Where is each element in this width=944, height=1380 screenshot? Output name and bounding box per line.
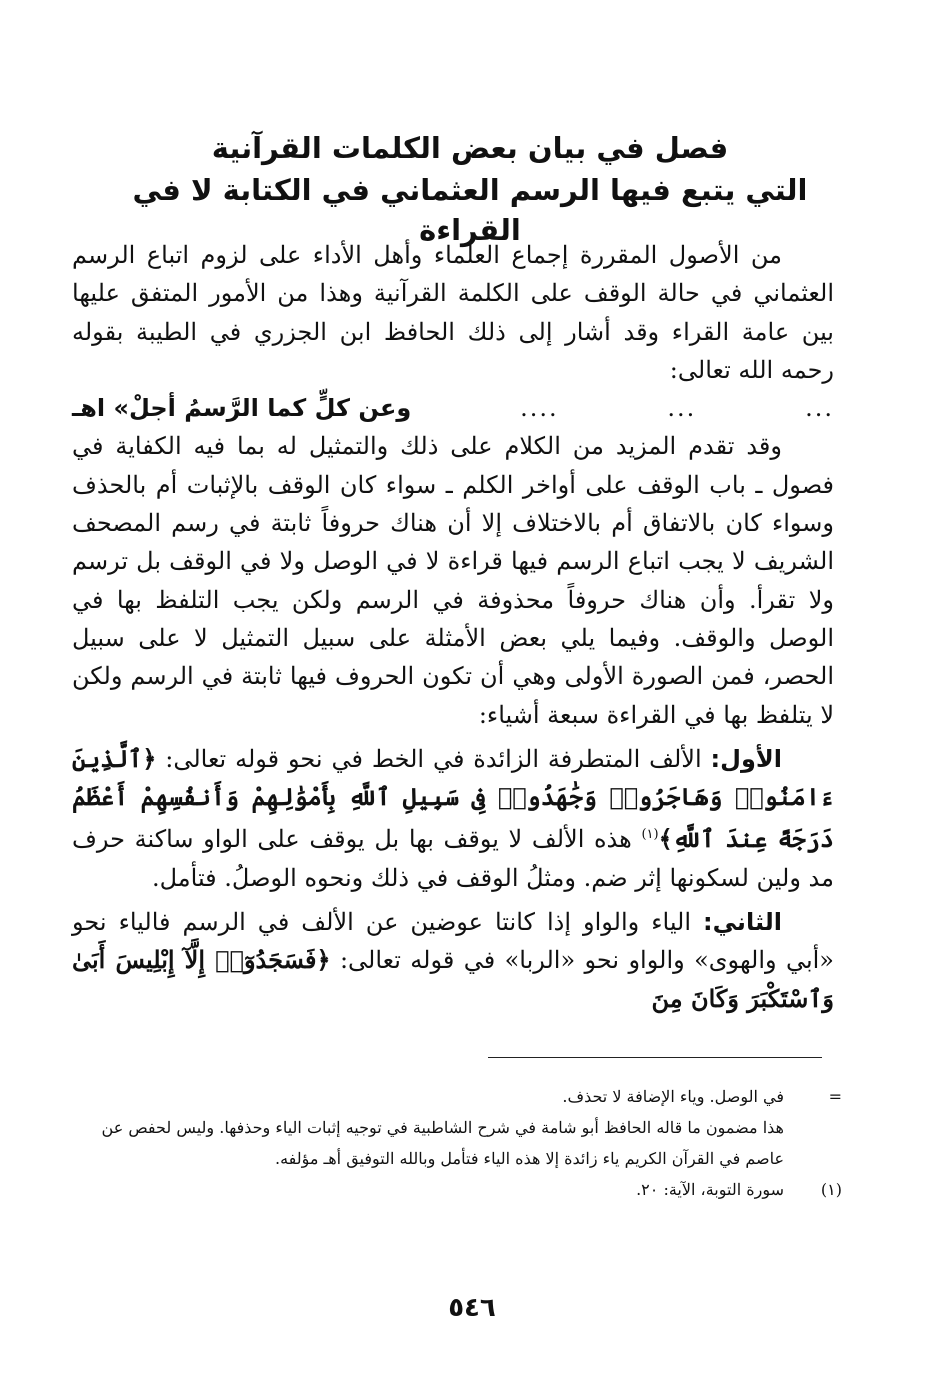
second-item-label: الثاني: — [703, 908, 782, 937]
second-item-quran: ﴿فَسَجَدُوٓا۟ إِلَّآ إِبْلِيسَ أَبَىٰ وَٱسْتَكْبَرَ وَكَانَ مِنَ — [72, 945, 834, 1013]
footnote-continuation-line-1: في الوصل. وياء الإضافة لا تحذف. — [562, 1087, 784, 1106]
chapter-title-line-2: التي يتبع فيها الرسم العثماني في الكتابة لا في القراءة — [132, 173, 808, 247]
first-item-quran: ﴿ٱلَّذِينَ ءَامَنُوا۟ وَهَاجَرُوا۟ وَجَٰهَدُوا۟ فِى سَبِيلِ ٱللَّهِ بِأَمْوَٰلِهِمْ وَأَنفُسِهِمْ أَعْظَمُ دَرَجَةً عِندَ ٱللَّهِ﴾ — [72, 743, 834, 854]
verse-dots-right: ... — [805, 394, 834, 423]
verse-dots-middle-2: .... — [520, 394, 559, 423]
footnotes — [100, 1081, 842, 1205]
intro-paragraph: من الأصول المقررة إجماع العلماء وأهل الأداء على لزوم اتباع الرسم العثماني في حالة الوقف على الكلمة القرآنية وهذا من الأمور المتفق عليها بين عامة القراء وقد أشار إلى ذلك الحافظ ابن الجزري في الطيبة بقوله رحمه الله تعالى: — [72, 241, 834, 384]
first-item-text-b: هذه الألف لا يوقف بها بل يوقف على الواو ساكنة حرف مد ولين لسكونها إثر ضم. ومثلُ الوقف في ذلك ونحوه الوصلُ. فتأمل. — [72, 825, 834, 892]
verse-dots-middle-1: ... — [667, 394, 697, 423]
poetry-verse — [72, 389, 834, 427]
footnote-continuation-line-2: هذا مضمون ما قاله الحافظ أبو شامة في شرح الشاطبية في توجيه إثبات الياء وحذفها. وليس لحفص عن عاصم في القرآن الكريم ياء زائدة إلا هذه الياء فتأمل وبالله التوفيق أهـ مؤلفه. — [101, 1118, 784, 1168]
verse-text: وعن كلٍّ كما الرَّسمُ أجلْ» اهـ — [72, 394, 412, 423]
footnote-continuation — [100, 1081, 842, 1174]
first-item-text-a: الألف المتطرفة الزائدة في الخط في نحو قوله تعالى: — [165, 744, 702, 773]
first-item-paragraph — [72, 740, 834, 897]
second-paragraph: وقد تقدم المزيد من الكلام على ذلك والتمثيل له بما فيه الكفاية في فصول ـ باب الوقف على أواخر الكلم ـ سواء كان الوقف بالإثبات أم بالحذف وسواء كان بالاتفاق أم بالاختلاف إلا أن هناك حروفاً ثابتة في رسم المصحف الشريف لا يجب اتباع الرسم فيها قراءة لا في الوصل ولا في الوقف بل ترسم ولا تقرأ. وأن هناك حروفاً محذوفة في الرسم ولكن يجب التلفظ بها في الوصل والوقف. وفيما يلي بعض الأمثلة على سبيل التمثيل لا على سبيل الحصر، فمن الصورة الأولى وهي أن تكون الحروف فيها ثابتة في الرسم ولكن لا يتلفظ بها في القراءة سبعة أشياء: — [72, 432, 834, 729]
chapter-title-line-1: فصل في بيان بعض الكلمات القرآنية — [211, 131, 729, 165]
main-text — [72, 236, 834, 1018]
footnote-divider — [488, 1057, 822, 1058]
footnote-1-text: سورة التوبة، الآية: ٢٠. — [636, 1180, 784, 1199]
footnote-1-marker: (١) — [820, 1180, 842, 1199]
footnote-ref-1: (١) — [641, 827, 659, 843]
first-item-label: الأول: — [710, 744, 782, 773]
continuation-marker: = — [828, 1087, 842, 1106]
footnote-1 — [100, 1174, 842, 1205]
page-number: ٥٤٦ — [448, 1293, 496, 1323]
second-item-paragraph — [72, 903, 834, 1018]
second-item-text-a: الياء والواو إذا كانتا عوضين عن الألف في الرسم فالياء نحو «أبي والهوى» والواو نحو «الربا» في قوله تعالى: — [72, 908, 834, 975]
